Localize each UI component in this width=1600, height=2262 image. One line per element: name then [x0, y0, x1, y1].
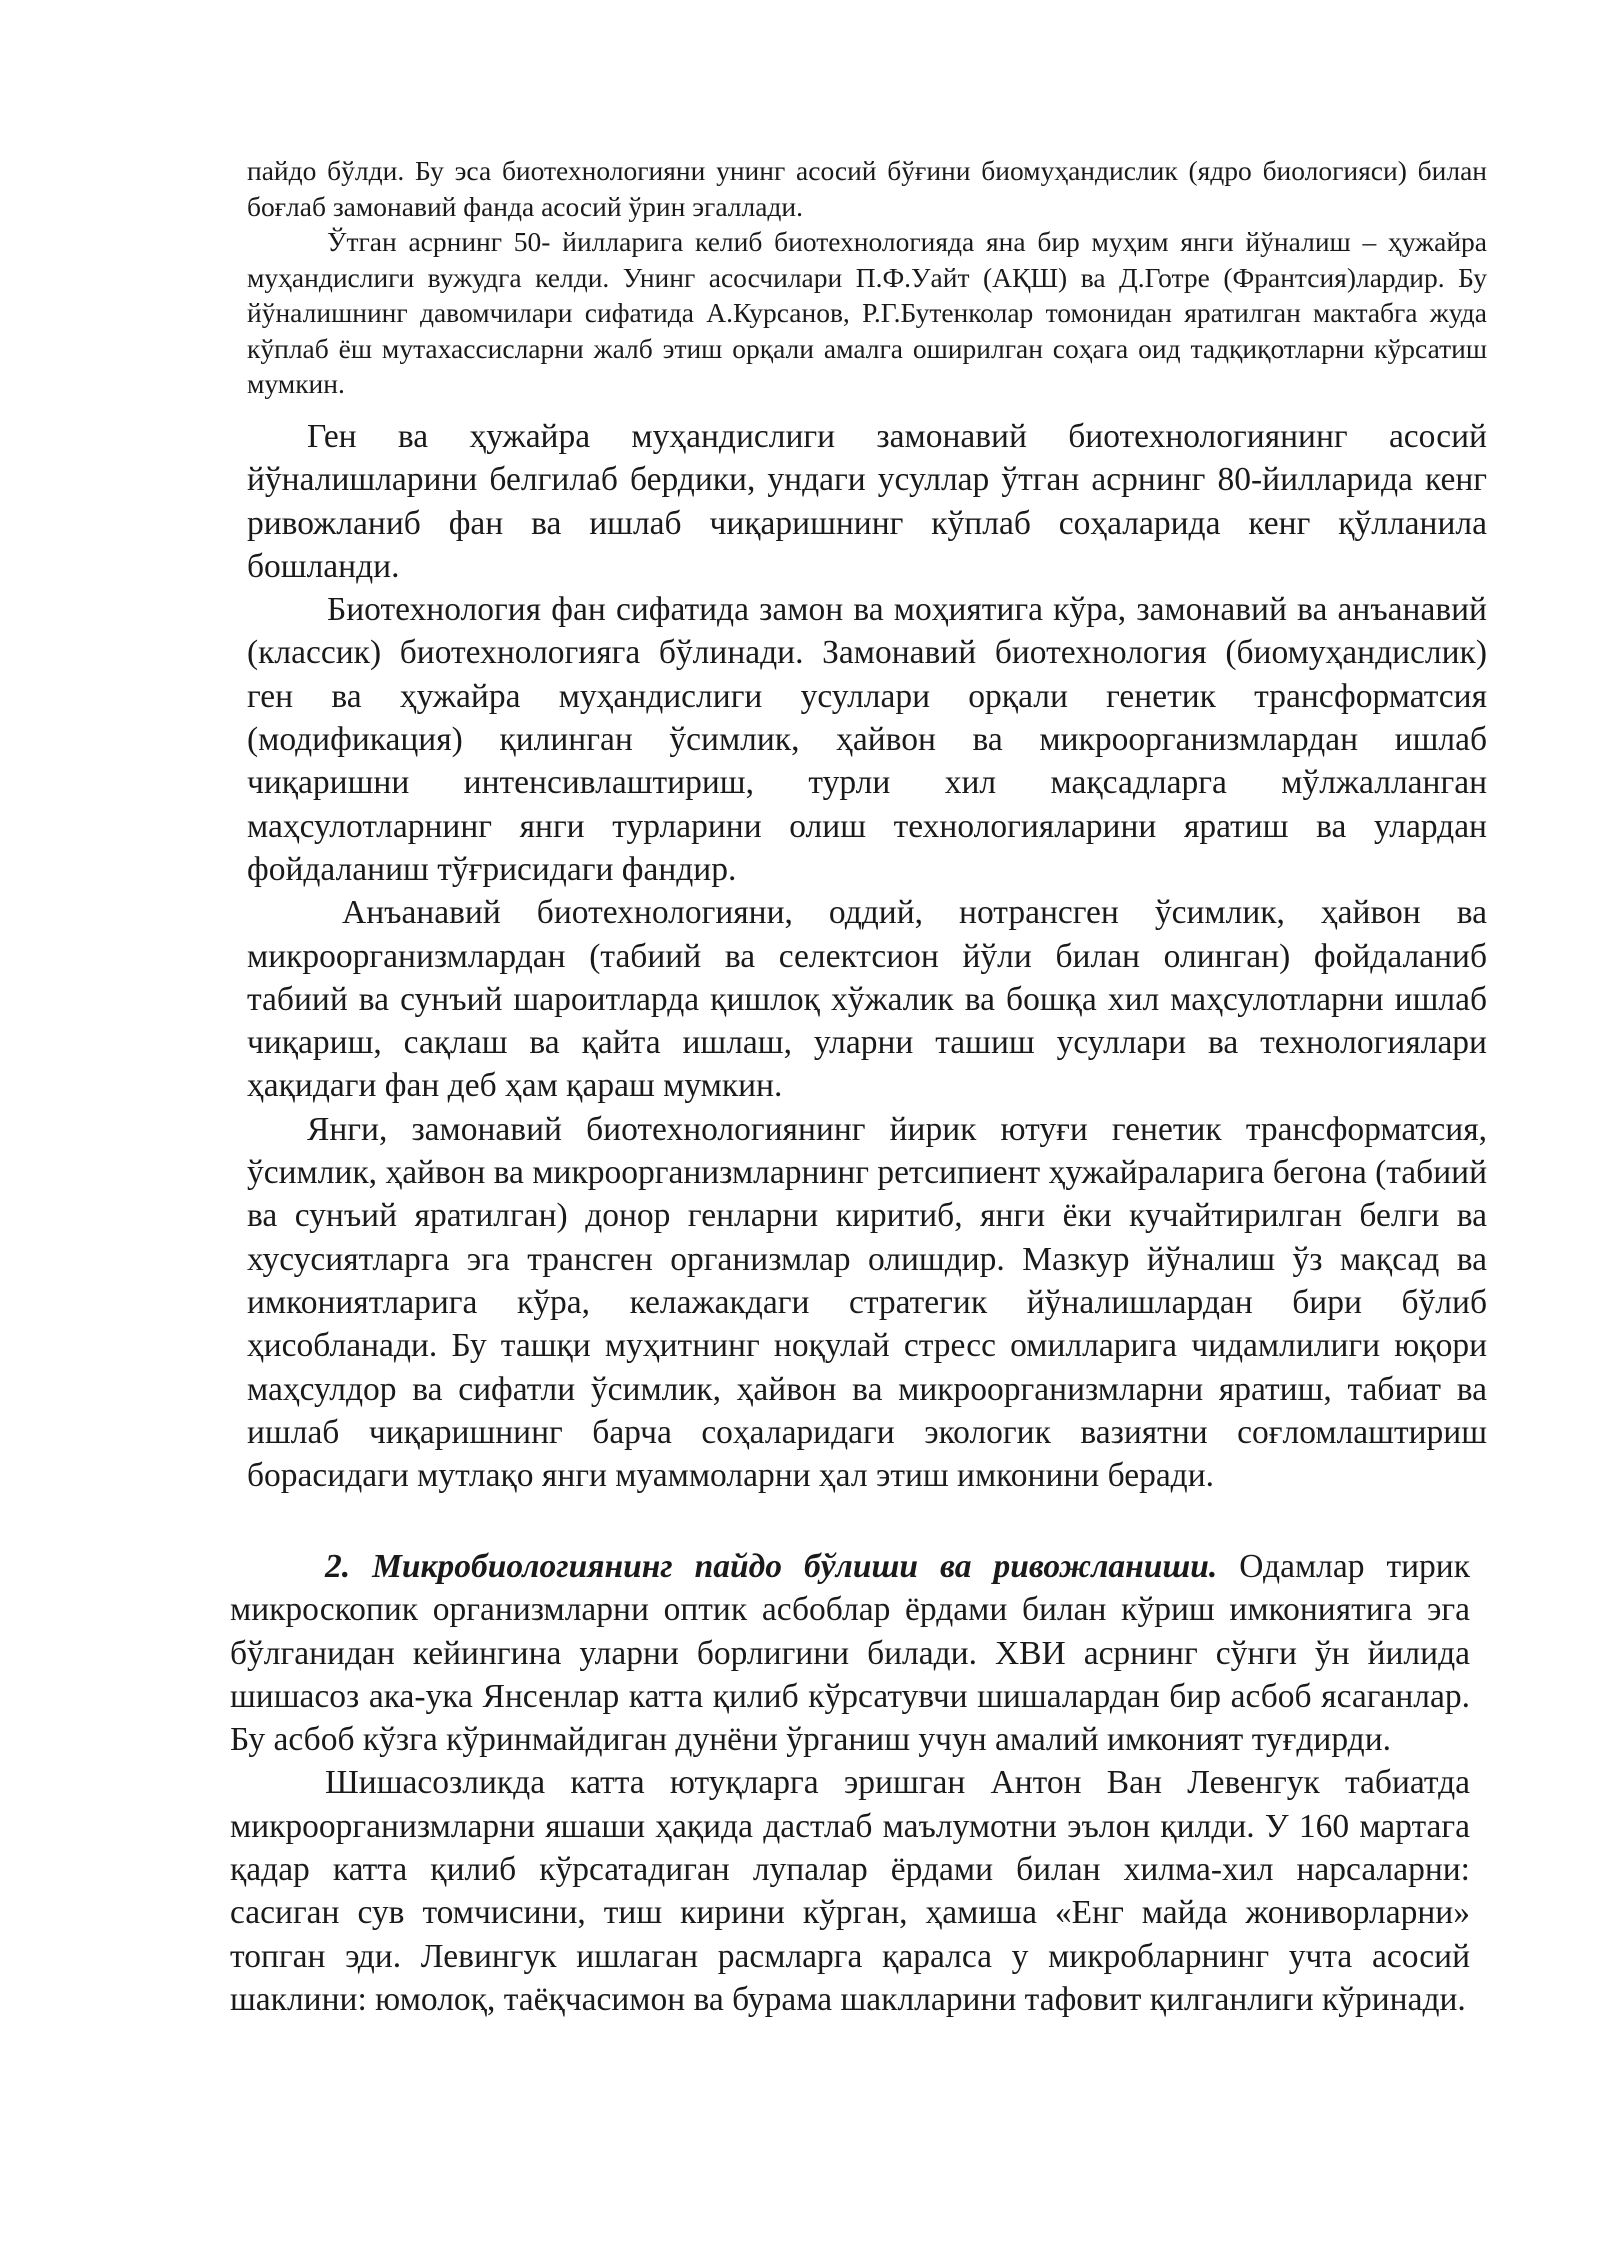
paragraph-modern-biotech: Биотехнология фан сифатида замон ва моҳиятига кўра, замонавий ва анъанавий (классик) биотехнологияга бўлинади. Замонавий биотехнология (биомуҳандислик) ген ва ҳужайра муҳандислиги усуллари орқали генетик трансформатсия (модификация) қилинган ўсимлик, ҳайвон ва микроорганизмлардан ишлаб чиқаришни интенсивлаштириш, турли хил мақсадларга мўлжалланган маҳсулотларнинг янги турларини олиш технологияларини яратиш ва улардан фойдаланиш тўғрисидаги фандир. [247, 591, 1487, 888]
paragraph-transgenic: Янги, замонавий биотехнологиянинг йирик ютуғи генетик трансформатсия, ўсимлик, ҳайвон ва микроорганизмларнинг ретсипиент ҳужайраларига бегона (табиий ва сунъий яратилган) донор генларни киритиб, янги ёки кучайтирилган белги ва хусусиятларга эга трансген организмлар олишдир. Мазкур йўналиш ўз мақсад ва имкониятларига кўра, келажакдаги стратегик йўналишлардан бири бўлиб ҳисобланади. Бу ташқи муҳитнинг ноқулай стресс омилларига чидамлилиги юқори маҳсулдор ва сифатли ўсимлик, ҳайвон ва микроорганизмларни яратиш, табиат ва ишлаб чиқаришнинг барча соҳаларидаги экологик вазиятни соғломлаштириш борасидаги мутлақо янги муаммоларни ҳал этиш имконини беради. [247, 1110, 1487, 1495]
paragraph-traditional-biotech: Анъанавий биотехнологияни, оддий, нотрансген ўсимлик, ҳайвон ва микроорганизмлардан (табиий ва селектсион йўли билан олинган) фойдаланиб табиий ва сунъий шароитларда қишлоқ хўжалик ва бошқа хил маҳсулотларни ишлаб чиқариш, сақлаш ва қайта ишлаш, уларни ташиш усуллари ва технологиялари ҳақидаги фан деб ҳам қараш мумкин. [247, 894, 1487, 1105]
small-print-block [247, 153, 1487, 402]
paragraph-continuation: пайдо бўлди. Бу эса биотехнологияни унинг асосий бўғини биомуҳандислик (ядро биологияси) билан боғлаб замонавий фанда асосий ўрин эгаллади. [247, 155, 1487, 222]
paragraph-gene-cell-engineering: Ген ва ҳужайра муҳандислиги замонавий биотехнологиянинг асосий йўналишларини белгилаб бердики, ундаги усуллар ўтган асрнинг 80-йилларида кенг ривожланиб фан ва ишлаб чиқаришнинг кўплаб соҳаларида кенг қўлланила бошланди. [247, 418, 1487, 585]
paragraph-cell-engineering: Ўтган асрнинг 50- йилларига келиб биотехнологияда яна бир муҳим янги йўналиш – ҳужайра муҳандислиги вужудга келди. Унинг асосчилари П.Ф.Уайт (АҚШ) ва Д.Готре (Франтсия)лардир. Бу йўналишнинг давомчилари сифатида А.Курсанов, Р.Г.Бутенколар томонидан яратилган мактабга жуда кўплаб ёш мутахассисларни жалб этиш орқали амалга оширилган соҳага оид тадқиқотларни кўрсатиш мумкин. [247, 226, 1487, 399]
main-text-block-2 [230, 1545, 1470, 2021]
main-text-block-1 [247, 415, 1487, 1497]
section-heading: 2. Микробиологиянинг пайдо бўлиши ва ривожланиши. [325, 1548, 1218, 1585]
paragraph-leeuwenhoek: Шишасозликда катта ютуқларга эришган Антон Ван Левенгук табиатда микроорганизмларни яшаши ҳақида дастлаб маълумотни эълон қилди. У 160 мартага қадар катта қилиб кўрсатадиган лупалар ёрдами билан хилма-хил нарсаларни: сасиган сув томчисини, тиш кирини кўрган, ҳамиша «Енг майда жониворларни» топган эди. Левингук ишлаган расмларга қаралса у микробларнинг учта асосий шаклини: юмолоқ, таёқчасимон ва бурама шаклларини тафовит қилганлиги кўринади. [230, 1764, 1470, 2018]
paragraph-microbiology-text: Одамлар тирик микроскопик организмларни оптик асбоблар ёрдами билан кўриш имкониятига эга бўлганидан кейингина уларни борлигини билади. ХВИ асрнинг сўнги ўн йилида шишасоз ака-ука Янсенлар катта қилиб кўрсатувчи шишалардан бир асбоб ясаганлар. Бу асбоб кўзга кўринмайдиган дунёни ўрганиш учун амалий имконият туғдирди. [230, 1548, 1470, 1759]
paragraph-microbiology-origin [230, 1545, 1470, 1761]
